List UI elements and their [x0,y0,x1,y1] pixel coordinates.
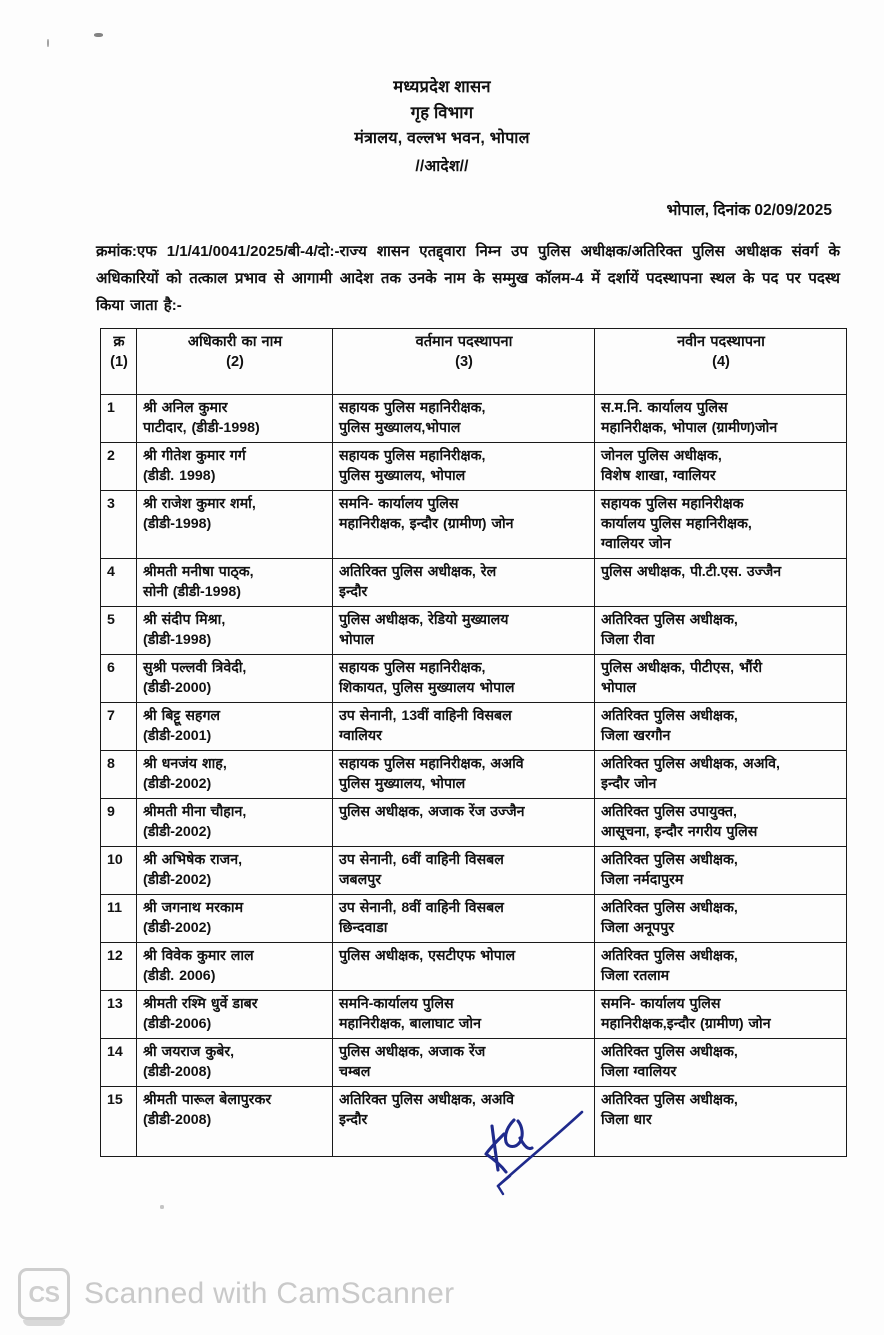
cell-serial: 11 [101,895,137,943]
cell-officer-name: श्रीमती मीना चौहान, (डीडी-2002) [137,799,333,847]
cell-new-posting: अतिरिक्त पुलिस अधीक्षक, जिला धार [595,1087,847,1157]
cell-current-posting: पुलिस अधीक्षक, एसटीएफ भोपाल [333,943,595,991]
table-row [101,1039,847,1087]
cell-officer-name: श्री बिट्टू सहगल (डीडी-2001) [137,703,333,751]
cell-current-posting: उप सेनानी, 8वीं वाहिनी विसबल छिन्दवाडा [333,895,595,943]
document-body [0,0,884,319]
posting-order-table [100,328,847,1157]
cell-serial: 13 [101,991,137,1039]
cell-current-posting: समनि-कार्यालय पुलिस महानिरीक्षक, बालाघाट जोन [333,991,595,1039]
reference-paragraph: क्रमांक:एफ 1/1/41/0041/2025/बी-4/दो:-राज्य शासन एतद्द्वारा निम्न उप पुलिस अधीक्षक/अतिरिक्त पुलिस अधीक्षक संवर्ग के अधिकारियों को तत्काल प्रभाव से आगामी आदेश तक उनके नाम के सम्मुख कॉलम-4 में दर्शायें पदस्थापना स्थल के पद पर पदस्थ किया जाता है:- [96,243,840,314]
table-row [101,491,847,559]
cell-current-posting: सहायक पुलिस महानिरीक्षक, शिकायत, पुलिस मुख्यालय भोपाल [333,655,595,703]
cell-officer-name: श्री संदीप मिश्रा, (डीडी-1998) [137,607,333,655]
cell-serial: 8 [101,751,137,799]
cell-serial: 14 [101,1039,137,1087]
table-row [101,559,847,607]
cell-serial: 2 [101,443,137,491]
table-row [101,847,847,895]
cell-new-posting: जोनल पुलिस अधीक्षक, विशेष शाखा, ग्वालियर [595,443,847,491]
cell-officer-name: श्रीमती पारूल बेलापुरकर (डीडी-2008) [137,1087,333,1157]
scan-speck [160,1205,164,1209]
table-row [101,751,847,799]
cell-officer-name: श्री जयराज कुबेर, (डीडी-2008) [137,1039,333,1087]
cell-new-posting: अतिरिक्त पुलिस अधीक्षक, जिला अनूपपुर [595,895,847,943]
table-row [101,443,847,491]
cell-current-posting: पुलिस अधीक्षक, अजाक रेंज उज्जैन [333,799,595,847]
cell-current-posting: अतिरिक्त पुलिस अधीक्षक, रेल इन्दौर [333,559,595,607]
cell-serial: 3 [101,491,137,559]
header-line-government: मध्यप्रदेश शासन [393,78,491,96]
column-header-new-posting: नवीन पदस्थापना (4) [595,329,847,395]
header-line-order: //आदेश// [415,158,469,175]
cell-new-posting: अतिरिक्त पुलिस अधीक्षक, जिला ग्वालियर [595,1039,847,1087]
cell-current-posting: सहायक पुलिस महानिरीक्षक, पुलिस मुख्यालय, भोपाल [333,443,595,491]
table-row [101,607,847,655]
table-row [101,1087,847,1157]
table-row [101,991,847,1039]
cell-current-posting: उप सेनानी, 6वीं वाहिनी विसबल जबलपुर [333,847,595,895]
cell-serial: 10 [101,847,137,895]
cell-officer-name: श्री धनजंय शाह, (डीडी-2002) [137,751,333,799]
cell-current-posting: पुलिस अधीक्षक, रेडियो मुख्यालय भोपाल [333,607,595,655]
cell-new-posting: पुलिस अधीक्षक, पी.टी.एस. उज्जैन [595,559,847,607]
cell-serial: 15 [101,1087,137,1157]
cell-serial: 9 [101,799,137,847]
cell-new-posting: पुलिस अधीक्षक, पीटीएस, भौंरी भोपाल [595,655,847,703]
cell-serial: 4 [101,559,137,607]
table-row [101,395,847,443]
header-line-department: गृह विभाग [410,104,474,122]
camscanner-logo-icon: CS [18,1268,70,1320]
cell-officer-name: श्री गीतेश कुमार गर्ग (डीडी. 1998) [137,443,333,491]
cell-current-posting: सहायक पुलिस महानिरीक्षक, पुलिस मुख्यालय,भोपाल [333,395,595,443]
dateline: भोपाल, दिनांक 02/09/2025 [666,202,832,219]
cell-officer-name: श्री अनिल कुमार पाटीदार, (डीडी-1998) [137,395,333,443]
cell-officer-name: श्री विवेक कुमार लाल (डीडी. 2006) [137,943,333,991]
cell-new-posting: अतिरिक्त पुलिस अधीक्षक, जिला रतलाम [595,943,847,991]
cell-officer-name: श्रीमती रश्मि धुर्वे डाबर (डीडी-2006) [137,991,333,1039]
cell-serial: 1 [101,395,137,443]
cell-current-posting: सहायक पुलिस महानिरीक्षक, अअवि पुलिस मुख्यालय, भोपाल [333,751,595,799]
cell-officer-name: श्री राजेश कुमार शर्मा, (डीडी-1998) [137,491,333,559]
table-row [101,655,847,703]
header-line-address: मंत्रालय, वल्लभ भवन, भोपाल [354,130,530,147]
cell-serial: 6 [101,655,137,703]
cell-serial: 7 [101,703,137,751]
cell-current-posting: अतिरिक्त पुलिस अधीक्षक, अअवि इन्दौर [333,1087,595,1157]
cell-new-posting: अतिरिक्त पुलिस अधीक्षक, जिला नर्मदापुरम [595,847,847,895]
table-row [101,895,847,943]
cell-new-posting: अतिरिक्त पुलिस अधीक्षक, जिला रीवा [595,607,847,655]
cell-current-posting: उप सेनानी, 13वीं वाहिनी विसबल ग्वालियर [333,703,595,751]
cell-serial: 12 [101,943,137,991]
table-body [101,395,847,1157]
cell-current-posting: पुलिस अधीक्षक, अजाक रेंज चम्बल [333,1039,595,1087]
camscanner-watermark-text: Scanned with CamScanner [84,1277,455,1310]
table-header-row [101,329,847,395]
cell-new-posting: सहायक पुलिस महानिरीक्षक कार्यालय पुलिस महानिरीक्षक, ग्वालियर जोन [595,491,847,559]
column-header-serial: क्र (1) [101,329,137,395]
cell-officer-name: श्री जगनाथ मरकाम (डीडी-2002) [137,895,333,943]
cell-new-posting: अतिरिक्त पुलिस अधीक्षक, अअवि, इन्दौर जोन [595,751,847,799]
cell-officer-name: श्रीमती मनीषा पाठ्क, सोनी (डीडी-1998) [137,559,333,607]
table-row [101,943,847,991]
cell-new-posting: समनि- कार्यालय पुलिस महानिरीक्षक,इन्दौर (ग्रामीण) जोन [595,991,847,1039]
cell-officer-name: श्री अभिषेक राजन, (डीडी-2002) [137,847,333,895]
cell-new-posting: अतिरिक्त पुलिस उपायुक्त, आसूचना, इन्दौर नगरीय पुलिस [595,799,847,847]
cell-serial: 5 [101,607,137,655]
column-header-officer-name: अधिकारी का नाम (2) [137,329,333,395]
cell-officer-name: सुश्री पल्लवी त्रिवेदी, (डीडी-2000) [137,655,333,703]
table-row [101,799,847,847]
camscanner-watermark [18,1268,454,1320]
cell-current-posting: समनि- कार्यालय पुलिस महानिरीक्षक, इन्दौर (ग्रामीण) जोन [333,491,595,559]
column-header-current-posting: वर्तमान पदस्थापना (3) [333,329,595,395]
cell-new-posting: अतिरिक्त पुलिस अधीक्षक, जिला खरगौन [595,703,847,751]
table-row [101,703,847,751]
document-header [0,74,884,182]
cell-new-posting: स.म.नि. कार्यालय पुलिस महानिरीक्षक, भोपाल (ग्रामीण)जोन [595,395,847,443]
